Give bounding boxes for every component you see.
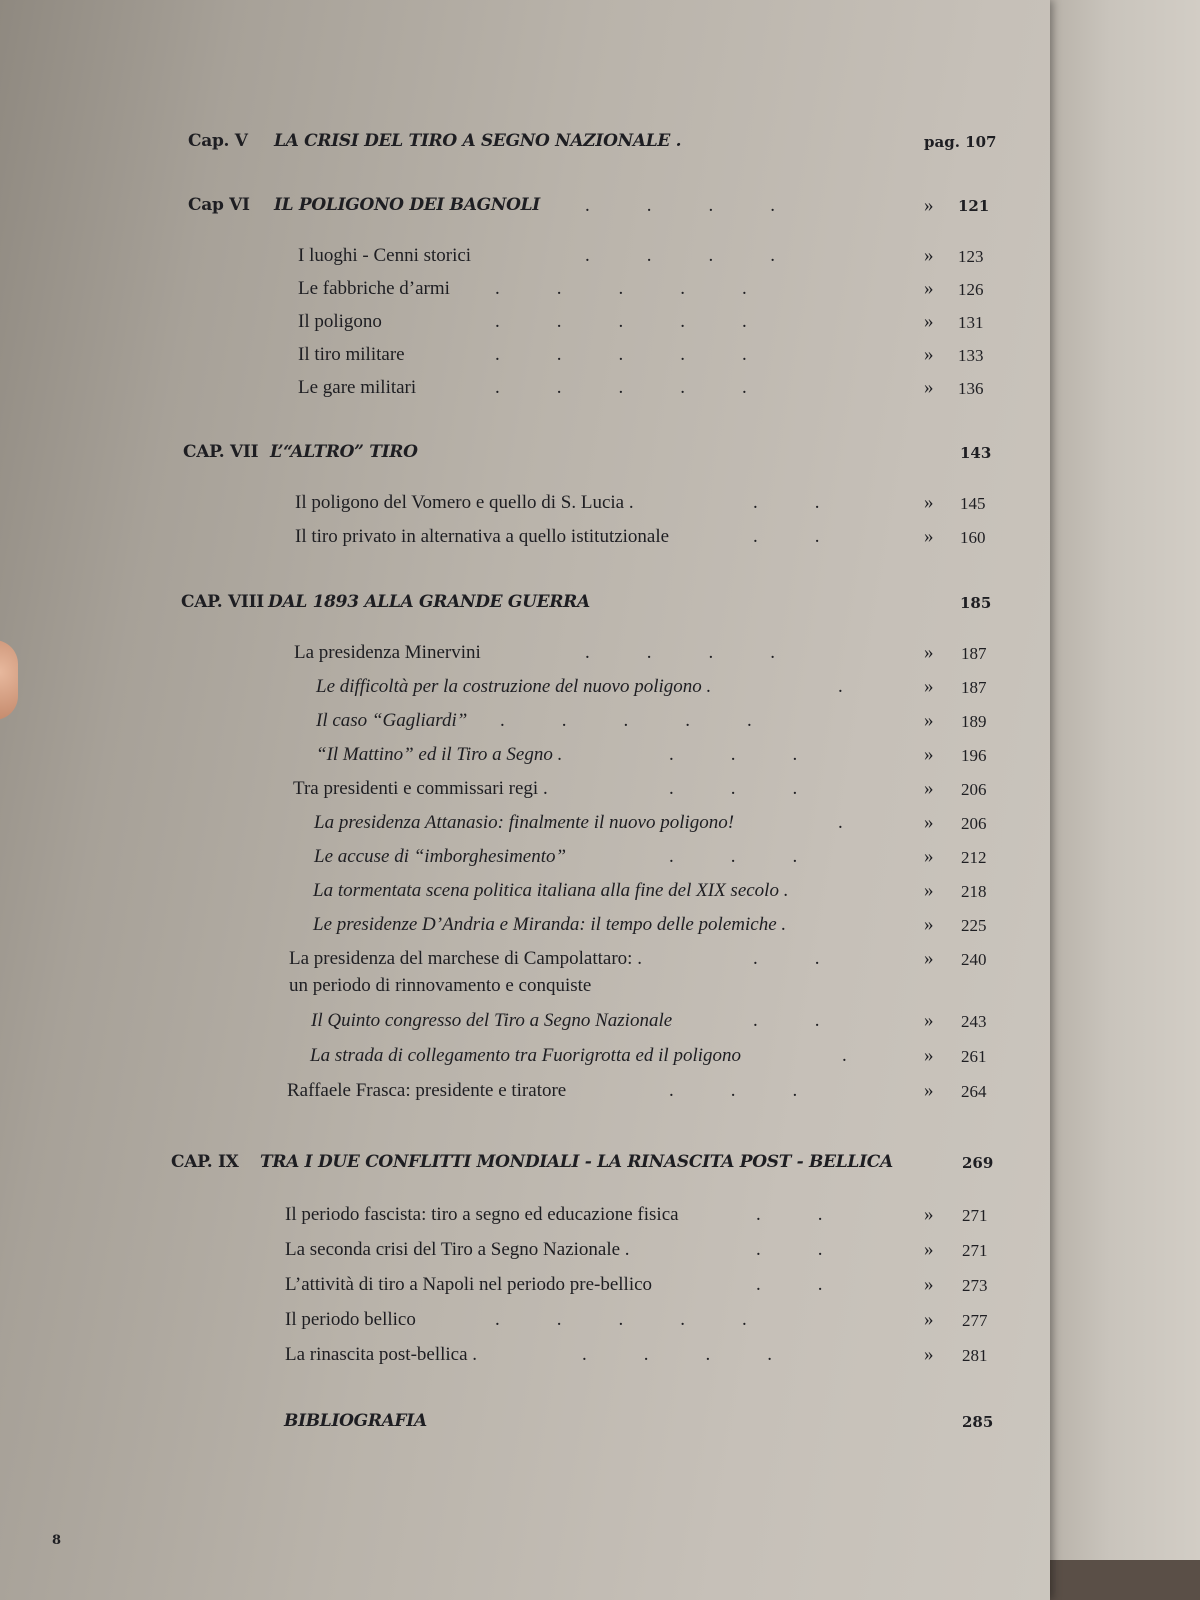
page-number: 269	[962, 1154, 994, 1172]
page-number: 187	[961, 644, 987, 663]
page-marker: »	[924, 710, 934, 731]
page-number: 187	[961, 678, 987, 697]
entry-title: Il tiro privato in alternativa a quello istitutzionale	[295, 526, 670, 547]
page-number: 160	[960, 528, 986, 547]
leader-dots: . . .	[669, 846, 798, 867]
page-number: 131	[958, 313, 984, 332]
page-marker: »	[924, 1309, 934, 1330]
entry-title: “Il Mattino” ed il Tiro a Segno .	[316, 744, 563, 765]
entry-title: La seconda crisi del Tiro a Segno Nazionale .	[285, 1239, 630, 1260]
leader-dots: . . . .	[585, 642, 775, 663]
thumb	[0, 640, 18, 720]
entry-title: Raffaele Frasca: presidente e tiratore	[287, 1080, 567, 1101]
page-number: 218	[961, 882, 987, 901]
page-number: 145	[960, 494, 986, 513]
page-number: 121	[958, 197, 990, 215]
page-number: 143	[960, 444, 992, 462]
page-number: 123	[958, 247, 984, 266]
leader-dots: . . . . .	[500, 710, 752, 731]
page-number: 240	[961, 950, 987, 969]
entry-title: Il Quinto congresso del Tiro a Segno Nazionale	[311, 1010, 673, 1031]
page-number: 273	[962, 1276, 988, 1295]
leader-dots: . . .	[669, 778, 798, 799]
page-marker: »	[924, 1010, 934, 1031]
page-number: 136	[958, 379, 984, 398]
page-number: 133	[958, 346, 984, 365]
page-number: 212	[961, 848, 987, 867]
entry-title: Il poligono	[298, 311, 382, 332]
leader-dots: .	[842, 1045, 847, 1066]
entry-title: Tra presidenti e commissari regi .	[293, 778, 548, 799]
chapter-number: Cap VI	[188, 195, 250, 215]
chapter-title: TRA I DUE CONFLITTI MONDIALI - LA RINASCITA POST - BELLICA	[260, 1152, 893, 1172]
page-marker: »	[924, 744, 934, 765]
leader-dots: . . . .	[585, 245, 775, 266]
leader-dots: . . .	[669, 744, 798, 765]
leader-dots: . . . .	[585, 195, 775, 216]
leader-dots: .	[838, 812, 843, 833]
chapter-number: Cap. V	[188, 131, 248, 151]
entry-title: La presidenza Minervini	[294, 642, 481, 663]
next-page-edge	[1050, 0, 1200, 1560]
entry-title: Il poligono del Vomero e quello di S. Lucia .	[295, 492, 634, 513]
entry-title: L’attività di tiro a Napoli nel periodo pre-bellico	[285, 1274, 653, 1295]
folio-page-number: 8	[52, 1533, 62, 1548]
page-number: 196	[961, 746, 987, 765]
leader-dots: . . . .	[582, 1344, 772, 1365]
entry-title: Il tiro militare	[298, 344, 405, 365]
chapter-title: DAL 1893 ALLA GRANDE GUERRA	[268, 592, 590, 612]
entry-title: La tormentata scena politica italiana alla fine del XIX secolo .	[313, 880, 789, 901]
entry-title: Le accuse di “imborghesimento”	[314, 846, 567, 867]
leader-dots: . .	[753, 1010, 820, 1031]
page-marker: »	[924, 812, 934, 833]
page-marker: »	[924, 344, 934, 365]
page-marker: »	[924, 1045, 934, 1066]
leader-dots: . .	[756, 1274, 823, 1295]
page-marker: »	[924, 846, 934, 867]
page-number: 185	[960, 594, 992, 612]
page-marker: »	[924, 245, 934, 266]
page-marker: »	[924, 914, 934, 935]
page-number: 206	[961, 814, 987, 833]
page-number: 243	[961, 1012, 987, 1031]
page-marker: »	[924, 492, 934, 513]
page-number: pag. 107	[924, 133, 997, 151]
entry-title: La rinascita post-bellica .	[285, 1344, 478, 1365]
entry-title-continued: un periodo di rinnovamento e conquiste	[289, 975, 592, 996]
leader-dots: . .	[753, 526, 820, 547]
page-number: 277	[962, 1311, 988, 1330]
entry-title: I luoghi - Cenni storici	[298, 245, 472, 266]
leader-dots: . . .	[669, 1080, 798, 1101]
entry-title: Le fabbriche d’armi	[298, 278, 450, 299]
entry-title: La presidenza del marchese di Campolattaro: .	[289, 948, 642, 969]
leader-dots: . . . . .	[495, 1309, 747, 1330]
chapter-number: CAP. IX	[171, 1152, 239, 1172]
page-marker: »	[924, 642, 934, 663]
page-marker: »	[924, 948, 934, 969]
page-marker: »	[924, 1344, 934, 1365]
leader-dots: . .	[756, 1239, 823, 1260]
leader-dots: . . . . .	[495, 377, 747, 398]
page-number: 281	[962, 1346, 988, 1365]
entry-title: Il caso “Gagliardi”	[316, 710, 468, 731]
entry-title: Le presidenze D’Andria e Miranda: il tempo delle polemiche .	[313, 914, 787, 935]
chapter-number: CAP. VII	[183, 442, 259, 462]
page-marker: »	[924, 1080, 934, 1101]
page-marker: »	[924, 1204, 934, 1225]
page-marker: »	[924, 311, 934, 332]
entry-title: La strada di collegamento tra Fuorigrotta ed il poligono	[310, 1045, 742, 1066]
page-marker: »	[924, 377, 934, 398]
leader-dots: . . . . .	[495, 311, 747, 332]
page-number: 271	[962, 1206, 988, 1225]
leader-dots: . . . . .	[495, 278, 747, 299]
leader-dots: . .	[753, 492, 820, 513]
entry-title: Il periodo fascista: tiro a segno ed educazione fisica	[285, 1204, 679, 1225]
page-number: 206	[961, 780, 987, 799]
entry-title: Le gare militari	[298, 377, 417, 398]
page-marker: »	[924, 880, 934, 901]
page-number: 261	[961, 1047, 987, 1066]
chapter-title: IL POLIGONO DEI BAGNOLI	[274, 195, 540, 215]
chapter-number: CAP. VIII	[181, 592, 264, 612]
chapter-title: BIBLIOGRAFIA	[284, 1411, 427, 1431]
page-number: 264	[961, 1082, 987, 1101]
page-marker: »	[924, 778, 934, 799]
entry-title: La presidenza Attanasio: finalmente il nuovo poligono!	[314, 812, 735, 833]
entry-title: Il periodo bellico	[285, 1309, 416, 1330]
page-marker: »	[924, 278, 934, 299]
leader-dots: .	[838, 676, 843, 697]
page-number: 285	[962, 1413, 994, 1431]
page-number: 189	[961, 712, 987, 731]
entry-title: Le difficoltà per la costruzione del nuovo poligono .	[316, 676, 712, 697]
leader-dots: . .	[753, 948, 820, 969]
page-number: 225	[961, 916, 987, 935]
chapter-title: L’“ALTRO” TIRO	[270, 442, 418, 462]
chapter-title: LA CRISI DEL TIRO A SEGNO NAZIONALE .	[274, 131, 682, 151]
page-marker: »	[924, 526, 934, 547]
page-marker: »	[924, 1274, 934, 1295]
leader-dots: . .	[756, 1204, 823, 1225]
page-number: 126	[958, 280, 984, 299]
page-marker: »	[924, 195, 934, 216]
page-marker: »	[924, 676, 934, 697]
page-number: 271	[962, 1241, 988, 1260]
page-marker: »	[924, 1239, 934, 1260]
leader-dots: . . . . .	[495, 344, 747, 365]
